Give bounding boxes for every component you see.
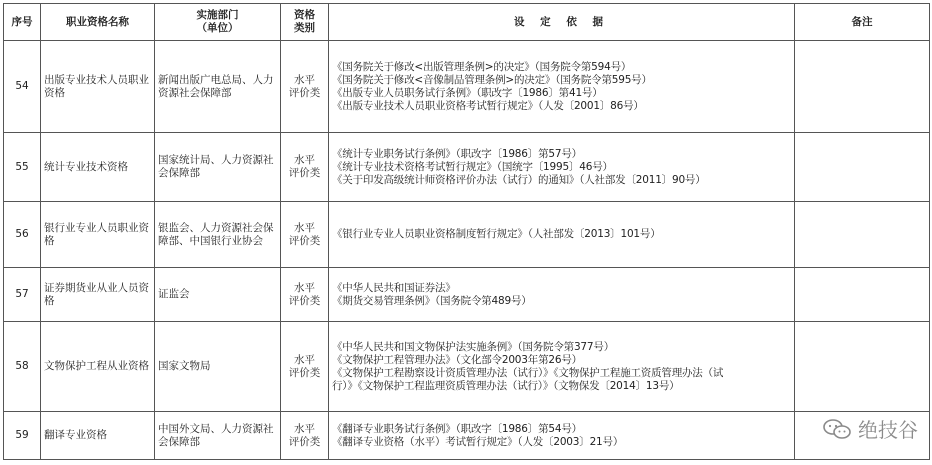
- basis-line: 《出版专业人员职务试行条例》（职改字〔1986〕第41号）: [332, 86, 603, 99]
- row-type: [281, 268, 329, 322]
- table-row: [4, 41, 930, 133]
- row-basis: [329, 202, 795, 268]
- row-basis: [329, 322, 795, 412]
- row-remark: [795, 322, 930, 412]
- basis-line: 《关于印发高级统计师资格评价办法（试行）的通知》（人社部发〔2011〕90号）: [332, 173, 706, 186]
- basis-line: 《文物保护工程勘察设计资质管理办法（试行）》《文物保护工程施工资质管理办法（试: [332, 366, 724, 379]
- table-row: [4, 202, 930, 268]
- row-dept: 国家统计局、人力资源社会保障部: [155, 133, 281, 202]
- header-no: 序号: [4, 4, 41, 41]
- basis-line: 《出版专业技术人员职业资格考试暂行规定》（人发〔2001〕86号）: [332, 99, 644, 112]
- row-type-line1: 水平: [294, 281, 315, 294]
- table-row: [4, 322, 930, 412]
- row-type-line2: 评价类: [288, 294, 321, 307]
- row-name: 翻译专业资格: [41, 412, 155, 460]
- row-name: 证券期货业从业人员资格: [41, 268, 155, 322]
- row-dept: 中国外文局、人力资源社会保障部: [155, 412, 281, 460]
- row-no: 54: [4, 41, 41, 133]
- qualification-table: [3, 3, 930, 460]
- row-no: 56: [4, 202, 41, 268]
- row-type-line1: 水平: [294, 221, 315, 234]
- row-dept: 新闻出版广电总局、人力资源社会保障部: [155, 41, 281, 133]
- header-type-line2: 类别: [294, 22, 315, 34]
- basis-line: 《中华人民共和国证券法》: [332, 281, 456, 294]
- watermark: [822, 414, 918, 443]
- row-type-line2: 评价类: [288, 167, 321, 179]
- row-type: [281, 202, 329, 268]
- header-remark: 备注: [795, 4, 930, 41]
- row-type: [281, 41, 329, 133]
- row-type-line1: 水平: [294, 154, 315, 166]
- header-type-line1: 资格: [294, 9, 315, 21]
- basis-line: 《银行业专业人员职业资格制度暂行规定》（人社部发〔2013〕101号）: [332, 228, 661, 240]
- row-basis: [329, 41, 795, 133]
- row-dept: 证监会: [155, 268, 281, 322]
- row-type-line2: 评价类: [288, 234, 321, 247]
- row-basis: [329, 412, 795, 460]
- row-name: 银行业专业人员职业资格: [41, 202, 155, 268]
- row-basis: [329, 133, 795, 202]
- row-name: 统计专业技术资格: [41, 133, 155, 202]
- row-no: 55: [4, 133, 41, 202]
- basis-line: 行）》《文物保护工程监理资质管理办法（试行）》（文物保发〔2014〕13号）: [332, 379, 680, 392]
- row-type-line1: 水平: [294, 353, 315, 366]
- header-row: [4, 4, 930, 41]
- table-row: [4, 412, 930, 460]
- basis-line: 《翻译专业资格（水平）考试暂行规定》（人发〔2003〕21号）: [332, 435, 624, 448]
- watermark-text: 绝技谷: [858, 418, 918, 442]
- basis-line: 《统计专业技术资格考试暂行规定》（国统字〔1995〕46号）: [332, 160, 613, 173]
- basis-line: 《期货交易管理条例》（国务院令第489号）: [332, 294, 532, 307]
- row-type: [281, 322, 329, 412]
- row-type-line2: 评价类: [288, 435, 321, 448]
- row-no: 58: [4, 322, 41, 412]
- row-remark: [795, 268, 930, 322]
- row-remark: [795, 133, 930, 202]
- row-type: [281, 133, 329, 202]
- row-type-line2: 评价类: [288, 86, 321, 99]
- row-no: 57: [4, 268, 41, 322]
- basis-line: 《国务院关于修改<音像制品管理条例>的决定》（国务院令第595号）: [332, 73, 652, 86]
- row-no: 59: [4, 412, 41, 460]
- header-basis: 设 定 依 据: [329, 4, 795, 41]
- header-dept: [155, 4, 281, 41]
- row-type-line1: 水平: [294, 422, 315, 435]
- row-name: 出版专业技术人员职业资格: [41, 41, 155, 133]
- basis-line: 《国务院关于修改<出版管理条例>的决定》（国务院令第594号）: [332, 60, 632, 73]
- table-row: [4, 268, 930, 322]
- row-remark: [795, 202, 930, 268]
- row-basis: [329, 268, 795, 322]
- basis-line: 《翻译专业职务试行条例》（职改字〔1986〕第54号）: [332, 422, 582, 435]
- row-dept: 银监会、人力资源社会保障部、中国银行业协会: [155, 202, 281, 268]
- basis-line: 《中华人民共和国文物保护法实施条例》（国务院令第377号）: [332, 340, 614, 353]
- row-remark: [795, 41, 930, 133]
- wechat-icon: [822, 418, 852, 440]
- header-name: 职业资格名称: [41, 4, 155, 41]
- table-row: [4, 133, 930, 202]
- row-name: 文物保护工程从业资格: [41, 322, 155, 412]
- row-type-line1: 水平: [294, 73, 315, 86]
- header-dept-line2: （单位）: [196, 22, 239, 34]
- row-type: [281, 412, 329, 460]
- row-dept: 国家文物局: [155, 322, 281, 412]
- basis-line: 《统计专业职务试行条例》（职改字〔1986〕第57号）: [332, 147, 582, 160]
- header-dept-line1: 实施部门: [196, 9, 239, 21]
- basis-line: 《文物保护工程管理办法》（文化部令2003年第26号）: [332, 353, 582, 366]
- row-type-line2: 评价类: [288, 366, 321, 379]
- header-type: [281, 4, 329, 41]
